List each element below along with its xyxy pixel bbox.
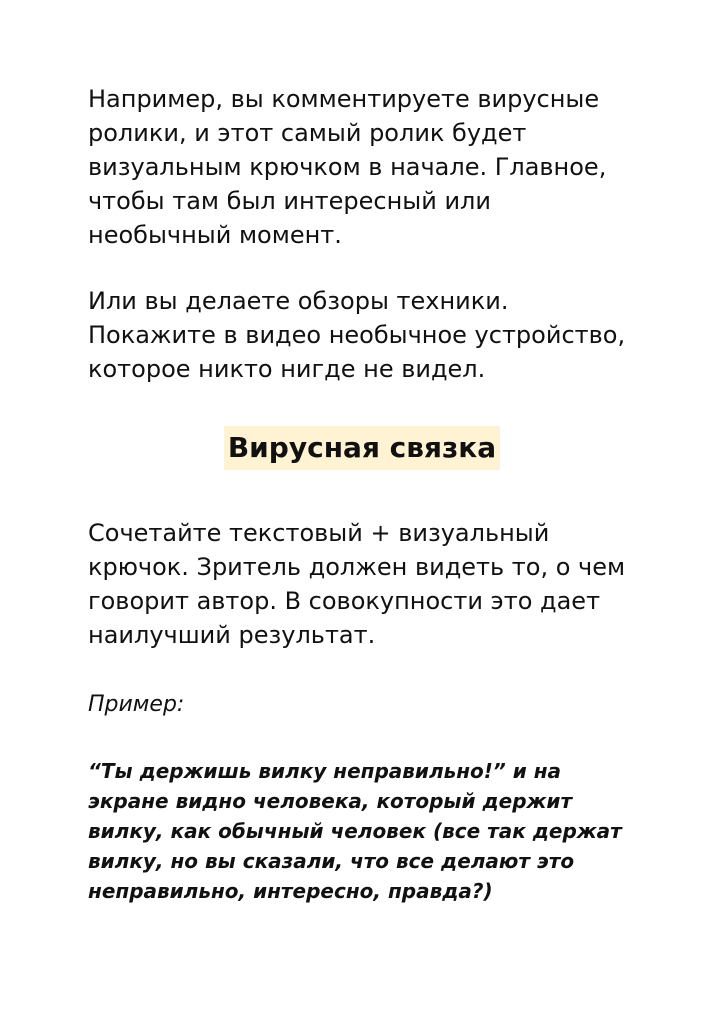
text-line: визуальным крючком в начале. Главное, [88, 153, 607, 181]
example-label: Пример: [88, 692, 185, 717]
text-line: чтобы там был интересный или [88, 187, 491, 215]
text-line: ролики, и этот самый ролик будет [88, 119, 527, 147]
paragraph-tech-reviews [88, 284, 668, 386]
section-heading: Вирусная связка [224, 426, 500, 470]
example-quote [88, 756, 648, 906]
text-line: необычный момент. [88, 221, 342, 249]
paragraph-viral-comments [88, 82, 668, 252]
text-line: вилку, как обычный человек (все так держат [88, 819, 622, 843]
text-line: говорит автор. В совокупности это дает [88, 587, 601, 615]
text-line: экране видно человека, который держит [88, 789, 573, 813]
text-line: Или вы делаете обзоры техники. [88, 287, 509, 315]
text-line: наилучший результат. [88, 621, 376, 649]
text-line: которое никто нигде не видел. [88, 355, 486, 383]
text-line: Покажите в видео необычное устройство, [88, 321, 626, 349]
text-line: Например, вы комментируете вирусные [88, 85, 600, 113]
text-line: Сочетайте текстовый + визуальный [88, 519, 550, 547]
text-line: крючок. Зритель должен видеть то, о чем [88, 553, 626, 581]
section-heading-wrapper [0, 426, 724, 470]
text-line: вилку, но вы сказали, что все делают это [88, 849, 575, 873]
text-line: неправильно, интересно, правда?) [88, 879, 493, 903]
paragraph-combination [88, 516, 668, 652]
text-line: “Ты держишь вилку неправильно!” и на [88, 759, 562, 783]
